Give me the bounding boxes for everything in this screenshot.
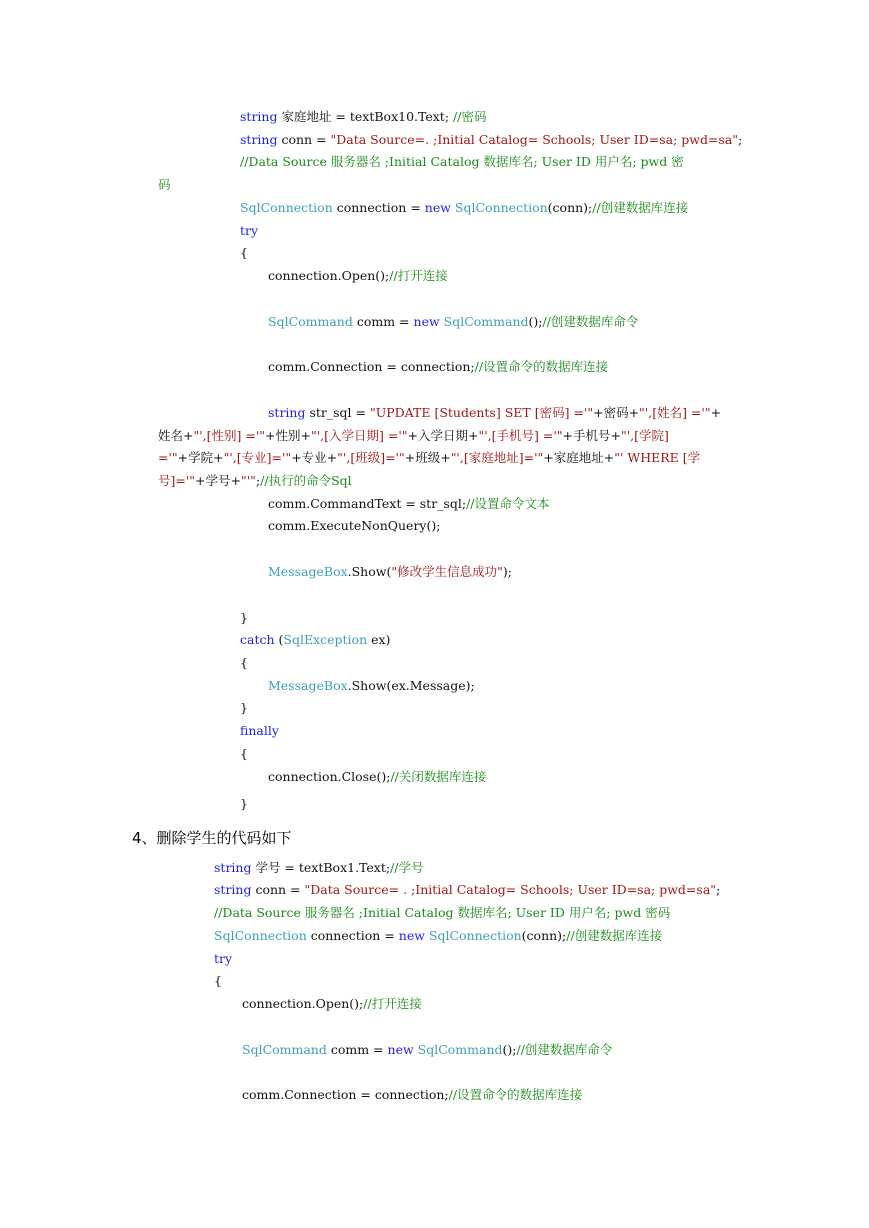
code-token: 学号 = textBox1.Text;	[251, 860, 391, 875]
code-token: SqlConnection	[454, 200, 548, 215]
code-line	[158, 428, 669, 444]
code-line	[240, 746, 248, 762]
code-line	[240, 245, 248, 261]
code-token: new	[398, 928, 425, 943]
code-line	[214, 928, 662, 944]
code-token: SqlConnection	[428, 928, 522, 943]
section-heading-delete-student: 4、删除学生的代码如下	[132, 829, 292, 847]
code-token: //设置命令的数据库连接	[474, 359, 609, 374]
code-token: {	[240, 746, 248, 761]
code-token: 码	[158, 177, 171, 192]
code-line	[240, 109, 486, 125]
code-line	[214, 905, 670, 921]
code-token: ='"	[158, 450, 178, 465]
code-token: "',[手机号] ='"	[478, 428, 563, 443]
code-line	[268, 405, 721, 421]
code-token: ;	[255, 473, 261, 488]
code-token: catch	[240, 632, 275, 647]
code-token: "',[姓名] ='"	[639, 405, 711, 420]
code-token: new	[424, 200, 451, 215]
code-token: ex)	[367, 632, 391, 647]
code-token: .Show(ex.Message);	[347, 678, 475, 693]
code-line	[240, 655, 248, 671]
code-line	[158, 473, 352, 489]
code-line	[240, 223, 258, 239]
code-token: //打开连接	[363, 996, 422, 1011]
code-line	[268, 564, 512, 580]
code-token: ;	[738, 132, 743, 147]
code-token: string	[240, 109, 278, 124]
code-token: 姓名+	[158, 428, 194, 443]
code-token: "Data Source=. ;Initial Catalog= Schools; User ID=sa; pwd=sa"	[330, 132, 739, 147]
code-token: finally	[240, 723, 279, 738]
code-token: +	[710, 405, 722, 420]
code-token: //关闭数据库连接	[390, 769, 487, 784]
code-token: {	[240, 655, 248, 670]
code-token: //密码	[453, 109, 487, 124]
code-token: conn =	[251, 882, 305, 897]
code-token: //创建数据库命令	[542, 314, 639, 329]
code-line	[268, 769, 486, 785]
code-token: //学号	[390, 860, 424, 875]
code-token: comm =	[326, 1042, 388, 1057]
code-token: connection =	[332, 200, 425, 215]
code-token: string	[214, 882, 252, 897]
code-token: //Data Source 服务器名 ;Initial Catalog 数据库名; User ID 用户名; pwd 密码	[214, 905, 671, 920]
code-token: "',[性别] ='"	[193, 428, 266, 443]
code-line	[240, 796, 248, 812]
code-token: try	[240, 223, 259, 238]
code-token: +入学日期+	[407, 428, 479, 443]
code-token: +学院+	[177, 450, 224, 465]
code-token: .Show(	[347, 564, 392, 579]
code-token: comm =	[352, 314, 414, 329]
code-token: //设置命令的数据库连接	[448, 1087, 583, 1102]
code-token: +性别+	[265, 428, 311, 443]
code-token: try	[214, 951, 233, 966]
code-line	[268, 678, 475, 694]
code-token: //创建数据库连接	[566, 928, 663, 943]
code-token: //打开连接	[389, 268, 448, 283]
code-line	[268, 359, 608, 375]
code-token: new	[387, 1042, 414, 1057]
code-line	[214, 951, 232, 967]
code-token: );	[502, 564, 512, 579]
code-token: "',[学院]	[620, 428, 669, 443]
code-token: connection.Open();	[242, 996, 364, 1011]
code-token: SqlCommand	[443, 314, 529, 329]
code-token: str_sql =	[305, 405, 370, 420]
code-token: "'"	[241, 473, 256, 488]
code-token: //设置命令文本	[466, 496, 550, 511]
code-line	[242, 1042, 612, 1058]
code-token: "',[专业]='"	[223, 450, 292, 465]
code-token: +密码+	[593, 405, 640, 420]
code-token: (	[274, 632, 284, 647]
code-line	[158, 177, 171, 193]
code-token: }	[240, 610, 248, 625]
code-token: new	[413, 314, 440, 329]
code-token: comm.CommandText = str_sql;	[268, 496, 467, 511]
code-line	[214, 860, 424, 876]
code-token: ();	[502, 1042, 517, 1057]
code-token: //创建数据库连接	[592, 200, 689, 215]
code-line	[240, 610, 248, 626]
code-line	[240, 723, 279, 739]
code-token: SqlCommand	[242, 1042, 327, 1057]
code-token: +专业+	[291, 450, 338, 465]
code-token: ;	[716, 882, 721, 897]
code-token: MessageBox	[268, 678, 348, 693]
code-token: "' WHERE [学	[614, 450, 701, 465]
code-token: +班级+	[404, 450, 451, 465]
code-line	[240, 700, 248, 716]
code-token: SqlConnection	[240, 200, 333, 215]
code-line	[214, 882, 720, 898]
code-line	[240, 132, 742, 148]
code-line	[268, 496, 550, 512]
code-token: {	[214, 973, 222, 988]
code-token: {	[240, 245, 248, 260]
code-token: connection.Close();	[268, 769, 391, 784]
code-token: 家庭地址 = textBox10.Text;	[277, 109, 454, 124]
code-token: SqlCommand	[268, 314, 353, 329]
code-token: //创建数据库命令	[516, 1042, 613, 1057]
code-token: "',[家庭地址]='"	[450, 450, 544, 465]
code-token: SqlException	[283, 632, 368, 647]
code-token: //Data Source 服务器名 ;Initial Catalog 数据库名; User ID 用户名; pwd 密	[240, 154, 684, 169]
code-token: comm.Connection = connection;	[268, 359, 475, 374]
code-token: connection =	[306, 928, 399, 943]
code-token: }	[240, 700, 248, 715]
code-token: 号]='"	[158, 473, 196, 488]
code-line	[158, 450, 700, 466]
code-line	[240, 200, 688, 216]
code-line	[268, 518, 440, 534]
code-line	[242, 1087, 582, 1103]
code-token: (conn);	[547, 200, 593, 215]
code-token: "修改学生信息成功"	[391, 564, 503, 579]
code-token: comm.ExecuteNonQuery();	[268, 518, 441, 533]
code-token: SqlCommand	[417, 1042, 503, 1057]
code-token: //执行的命令Sql	[260, 473, 352, 488]
code-token: string	[214, 860, 252, 875]
code-token: +家庭地址+	[543, 450, 615, 465]
code-token: ();	[528, 314, 543, 329]
code-line	[240, 154, 684, 170]
code-token: +手机号+	[562, 428, 621, 443]
code-token: "',[入学日期] ='"	[310, 428, 408, 443]
code-token: "Data Source= . ;Initial Catalog= Schools; User ID=sa; pwd=sa"	[304, 882, 717, 897]
code-line	[240, 632, 390, 648]
code-line	[214, 973, 222, 989]
code-token: conn =	[277, 132, 331, 147]
code-token: string	[268, 405, 306, 420]
code-token: +学号+	[195, 473, 241, 488]
code-token: (conn);	[521, 928, 567, 943]
code-token: "',[班级]='"	[337, 450, 405, 465]
code-token: connection.Open();	[268, 268, 390, 283]
code-token: string	[240, 132, 278, 147]
code-line	[268, 268, 448, 284]
code-token: }	[240, 796, 248, 811]
code-token: "UPDATE [Students] SET [密码] ='"	[369, 405, 594, 420]
code-token: SqlConnection	[214, 928, 307, 943]
code-token: comm.Connection = connection;	[242, 1087, 449, 1102]
code-line	[268, 314, 638, 330]
code-line	[242, 996, 422, 1012]
code-token: MessageBox	[268, 564, 348, 579]
